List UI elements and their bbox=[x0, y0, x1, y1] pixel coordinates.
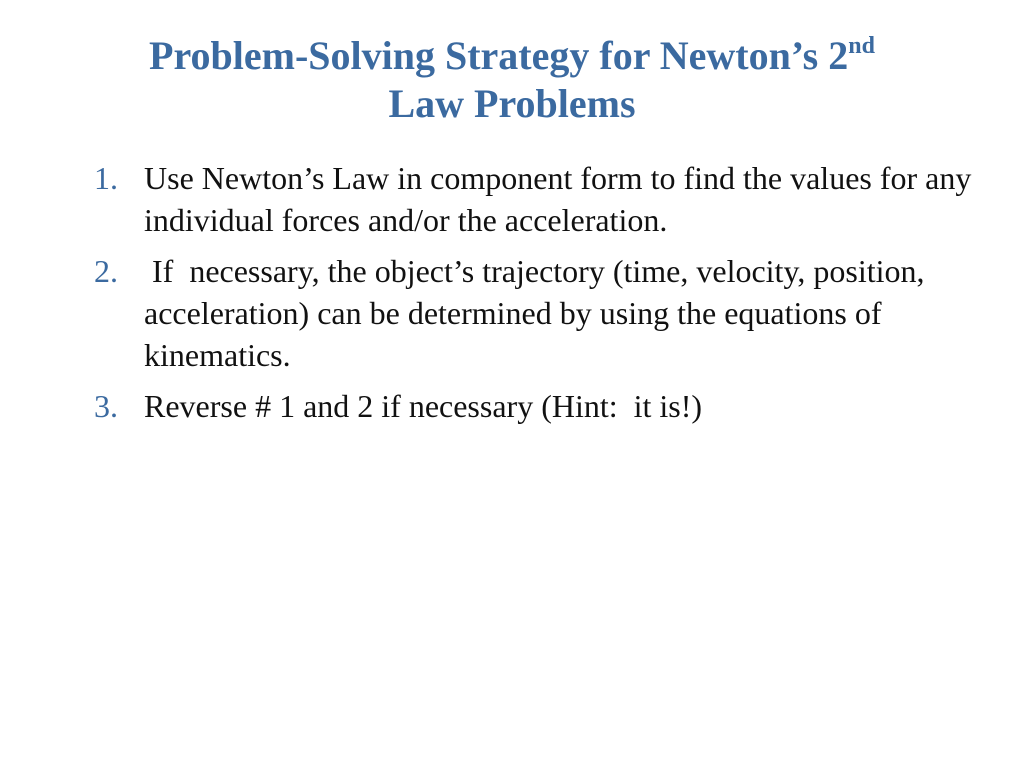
list-item-text: If necessary, the object’s trajectory (time, velocity, position, acceleration) can be determined by using the equations of kinematics. bbox=[144, 253, 933, 373]
list-item-number: 2. bbox=[94, 253, 118, 289]
list-item bbox=[94, 250, 984, 376]
list-item bbox=[94, 157, 984, 241]
list-item-text: Use Newton’s Law in component form to find the values for any individual forces and/or the acceleration. bbox=[144, 160, 980, 238]
title-main-text: Problem-Solving Strategy for Newton’s 2 bbox=[149, 33, 849, 78]
list-item-text: Reverse # 1 and 2 if necessary (Hint: it is!) bbox=[144, 388, 703, 424]
title-second-line: Law Problems bbox=[388, 81, 636, 126]
list-item-number: 1. bbox=[94, 160, 118, 196]
title-superscript: nd bbox=[848, 32, 875, 59]
list-item-number: 3. bbox=[94, 388, 118, 424]
list-item bbox=[94, 385, 984, 427]
strategy-list bbox=[94, 157, 984, 436]
slide-title bbox=[60, 32, 964, 128]
